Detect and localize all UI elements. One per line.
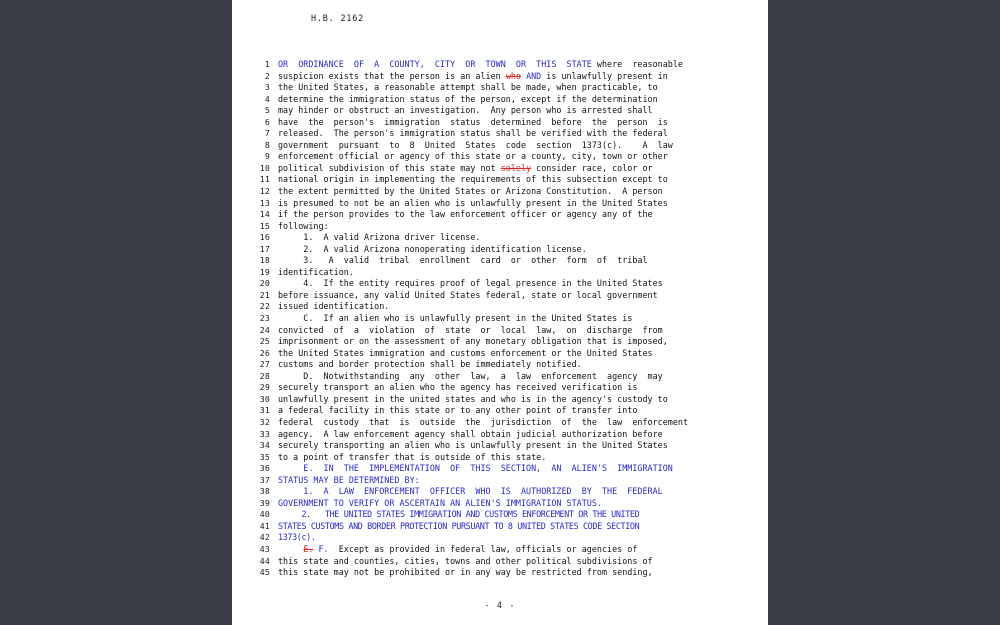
line-text [278,498,688,508]
bill-line [232,82,768,94]
bill-line [232,452,768,464]
line-text [278,140,688,150]
line-text [278,82,688,92]
line-text [278,186,688,196]
line-number: 9 [264,151,270,162]
bill-line [232,475,768,487]
line-number: 41 [259,520,270,531]
inserted-text: 1373(c). [278,532,316,543]
line-number: 18 [259,255,270,266]
inserted-text: AND [526,70,542,81]
line-number: 43 [259,543,270,554]
inserted-text: F. [318,543,329,554]
bill-line [232,532,768,544]
line-text [278,94,688,104]
bill-line [232,336,768,348]
line-text [278,325,688,335]
line-number: 34 [259,440,270,451]
line-number: 29 [259,382,270,393]
line-text [278,232,688,242]
body-text: national origin in implementing the requirements of this subsection except to [278,174,668,185]
bill-line [232,486,768,498]
body-text: is unlawfully present in [541,70,668,81]
body-text: the United States immigration and customs enforcement or the United States [278,347,653,358]
body-text [278,544,303,554]
line-number: 31 [259,405,270,416]
body-text: a federal facility in this state or to any other point of transfer into [278,405,638,416]
bill-line [232,94,768,106]
body-text: the United States, a reasonable attempt shall be made, when practicable, to [278,82,658,93]
body-text: C. If an alien who is unlawfully present in the United States is [278,313,633,324]
line-number: 45 [259,567,270,578]
bill-line [232,221,768,233]
inserted-text: STATUS MAY BE DETERMINED BY: [278,474,420,485]
line-text [278,394,688,404]
body-text: securely transport an alien who the agency has received verification is [278,382,638,393]
body-text: consider race, color or [531,162,653,173]
body-text: customs and border protection shall be immediately notified. [278,359,582,370]
page-footer: - 4 - [484,600,516,610]
body-text: 1. A valid Arizona driver license. [278,232,481,243]
body-text: suspicion exists that the person is an alien [278,70,506,81]
bill-line [232,371,768,383]
line-number: 38 [259,486,270,497]
bill-line [232,174,768,186]
body-text: identification. [278,266,354,277]
body-text: may hinder or obstruct an investigation. Any person who is arrested shall [278,105,653,116]
body-text: if the person provides to the law enforcement officer or agency any of the [278,209,653,220]
body-text: enforcement official or agency of this state or a county, city, town or other [278,151,668,162]
line-text [278,405,688,415]
body-text: political subdivision of this state may not [278,162,501,173]
bill-line [232,267,768,279]
inserted-text: 2. THE UNITED STATES IMMIGRATION AND CUSTOMS ENFORCEMENT OR THE UNITED [278,509,640,520]
line-number: 25 [259,336,270,347]
inserted-text: GOVERNMENT TO VERIFY OR ASCERTAIN AN ALIEN'S IMMIGRATION STATUS. [278,497,602,508]
bill-line [232,186,768,198]
line-text [278,475,688,485]
line-text [278,59,688,69]
line-number: 6 [264,116,270,127]
inserted-text: 1. A LAW ENFORCEMENT OFFICER WHO IS AUTHORIZED BY THE FEDERAL [278,486,663,497]
bill-line [232,463,768,475]
line-number: 7 [264,128,270,139]
bill-line [232,417,768,429]
line-number: 2 [264,70,270,81]
body-text: following: [278,220,329,231]
body-text: government pursuant to 8 United States code section 1373(c). A law [278,139,673,150]
struck-text: solely [500,162,532,173]
body-text: released. The person's immigration status shall be verified with the federal [278,128,668,139]
bill-line [232,232,768,244]
line-number: 35 [259,451,270,462]
bill-line [232,71,768,83]
body-text: Except as provided in federal law, officials or agencies of [328,543,638,554]
line-number: 42 [259,532,270,543]
body-text: before issuance, any valid United States federal, state or local government [278,289,658,300]
bill-line [232,405,768,417]
body-text: this state and counties, cities, towns and other political subdivisions of [278,555,653,566]
body-text: D. Notwithstanding any other law, a law enforcement agency may [278,370,663,381]
bill-line [232,556,768,568]
line-number: 30 [259,393,270,404]
line-text [278,371,688,381]
bill-line [232,128,768,140]
bill-line [232,59,768,71]
body-text: 4. If the entity requires proof of legal presence in the United States [278,278,663,289]
body-text: agency. A law enforcement agency shall obtain judicial authorization before [278,428,663,439]
body-text: determine the immigration status of the person, except if the determination [278,93,658,104]
line-number: 33 [259,428,270,439]
line-text [278,544,688,554]
bill-line [232,313,768,325]
line-number: 4 [264,93,270,104]
body-text: securely transporting an alien who is unlawfully present in the United States [278,440,668,451]
line-text [278,128,688,138]
bill-line [232,325,768,337]
bill-line [232,163,768,175]
line-text [278,301,688,311]
line-number: 16 [259,232,270,243]
bill-line [232,567,768,579]
inserted-text: OR ORDINANCE OF A COUNTY, CITY OR TOWN OR THIS STATE [278,59,592,69]
body-text: federal custody that is outside the jurisdiction of the law enforcement [278,416,689,427]
line-text [278,556,688,566]
bill-line [232,544,768,556]
line-number: 26 [259,347,270,358]
line-number: 40 [259,509,270,520]
struck-text: E. [303,543,314,554]
line-number: 19 [259,266,270,277]
line-text [278,509,688,519]
bill-line [232,348,768,360]
body-text: this state may not be prohibited or in any way be restricted from sending, [278,567,653,578]
line-number: 1 [264,59,270,69]
line-text [278,359,688,369]
body-text: unlawfully present in the united states and who is in the agency's custody to [278,393,668,404]
line-text [278,313,688,323]
line-text [278,255,688,265]
line-text [278,452,688,462]
line-text [278,117,688,127]
body-text: the extent permitted by the United States or Arizona Constitution. A person [278,186,663,197]
line-number: 28 [259,370,270,381]
body-text: where reasonable [591,59,683,69]
bill-line [232,151,768,163]
line-text [278,198,688,208]
line-number: 39 [259,497,270,508]
line-number: 8 [264,139,270,150]
line-text [278,417,688,427]
bill-line [232,105,768,117]
line-text [278,382,688,392]
line-number: 20 [259,278,270,289]
line-number: 37 [259,474,270,485]
document-page [232,0,768,625]
line-number: 3 [264,82,270,93]
line-text [278,348,688,358]
line-text [278,278,688,288]
line-text [278,521,688,531]
line-text [278,440,688,450]
body-text: 3. A valid tribal enrollment card or other form of tribal [278,255,648,266]
line-number: 44 [259,555,270,566]
body-text: to a point of transfer that is outside of this state. [278,451,547,462]
line-number: 23 [259,313,270,324]
bill-line [232,359,768,371]
line-text [278,267,688,277]
line-number: 21 [259,289,270,300]
line-text [278,163,688,173]
bill-line [232,301,768,313]
line-text [278,486,688,496]
line-text [278,105,688,115]
line-text [278,209,688,219]
line-number: 36 [259,463,270,474]
line-text [278,151,688,161]
line-number: 11 [259,174,270,185]
line-text [278,567,688,577]
line-text [278,429,688,439]
bill-line [232,244,768,256]
bill-line [232,394,768,406]
line-text [278,221,688,231]
struck-text: who [505,70,521,81]
line-number: 10 [259,162,270,173]
line-number: 13 [259,197,270,208]
bill-line [232,521,768,533]
bill-line [232,440,768,452]
inserted-text: STATES CUSTOMS AND BORDER PROTECTION PURSUANT TO 8 UNITED STATES CODE SECTION [278,520,640,531]
body-text: 2. A valid Arizona nonoperating identification license. [278,243,587,254]
line-number: 12 [259,186,270,197]
line-text [278,336,688,346]
line-number: 5 [264,105,270,116]
bill-text-body [232,59,768,579]
bill-number-header: H.B. 2162 [311,13,365,23]
bill-line [232,209,768,221]
line-text [278,244,688,254]
body-text: have the person's immigration status determined before the person is [278,116,668,127]
line-number: 15 [259,220,270,231]
bill-line [232,255,768,267]
bill-line [232,198,768,210]
bill-line [232,429,768,441]
bill-line [232,140,768,152]
line-number: 32 [259,416,270,427]
bill-line [232,382,768,394]
line-text [278,463,688,473]
line-number: 17 [259,243,270,254]
line-number: 24 [259,324,270,335]
line-text [278,71,688,81]
line-text [278,290,688,300]
bill-line [232,498,768,510]
bill-line [232,278,768,290]
bill-line [232,117,768,129]
body-text: issued identification. [278,301,390,312]
bill-line [232,509,768,521]
line-number: 27 [259,359,270,370]
line-number: 14 [259,209,270,220]
body-text: is presumed to not be an alien who is unlawfully present in the United States [278,197,668,208]
line-number: 22 [259,301,270,312]
line-text [278,174,688,184]
line-text [278,532,688,542]
body-text: imprisonment or on the assessment of any monetary obligation that is imposed, [278,336,668,347]
inserted-text: E. IN THE IMPLEMENTATION OF THIS SECTION, AN ALIEN'S IMMIGRATION [278,463,673,474]
body-text: convicted of a violation of state or local law, on discharge from [278,324,663,335]
bill-line [232,290,768,302]
